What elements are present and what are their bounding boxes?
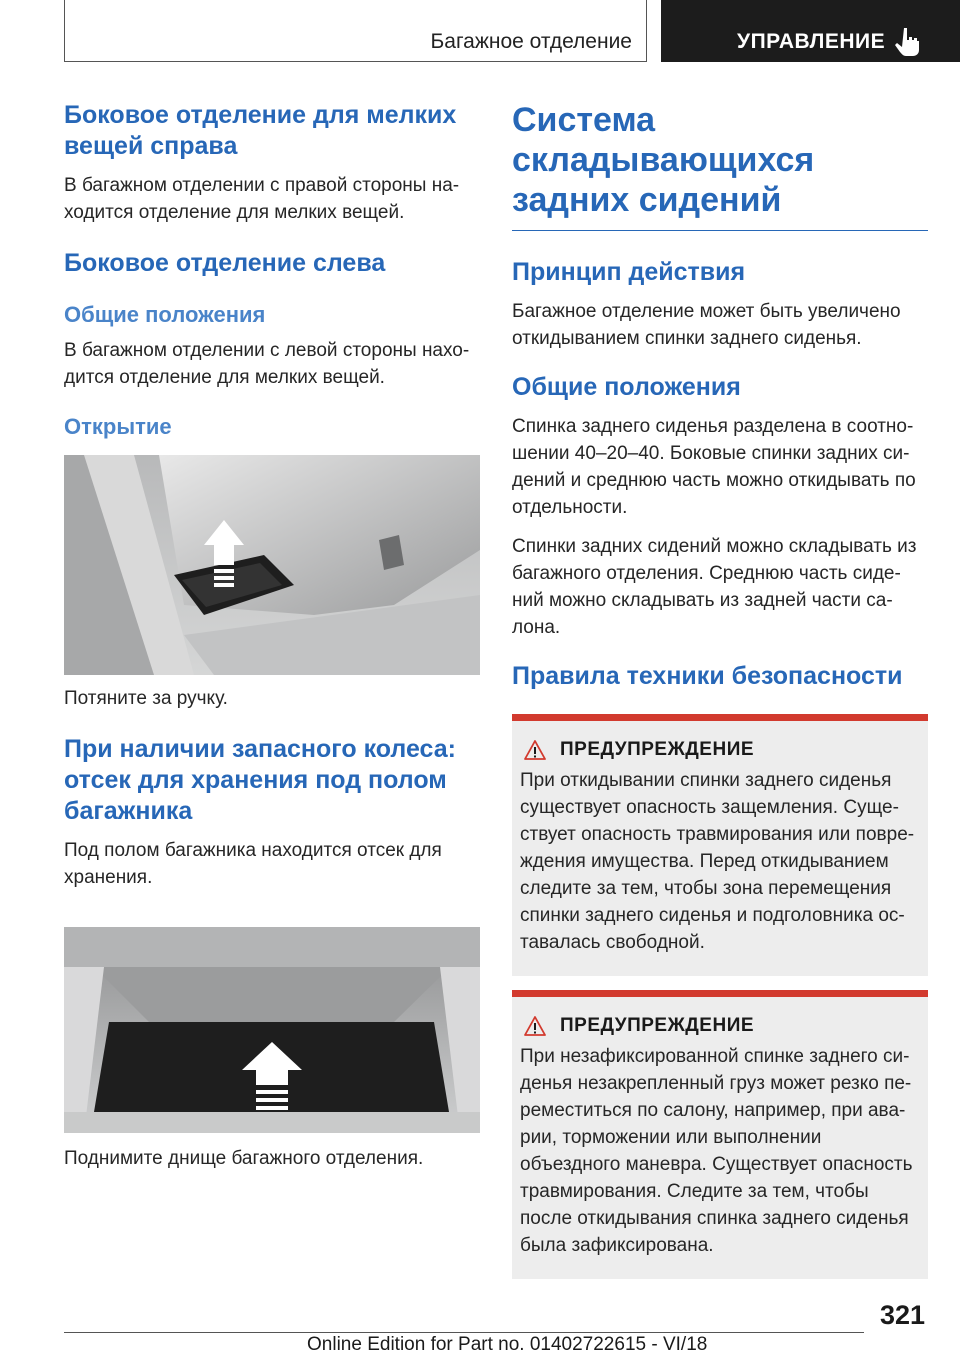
- warning-text-cargo: При незафиксированной спинке заднего си-денья незакрепленный груз может резко пе-реместиться по салону, например, при ава-рии, торможении или выполнении объездного маневра. Существует опасность травмирования. Следите за тем, чтобы после откидывания спинка заднего сиденья была зафиксирована.: [520, 1046, 913, 1256]
- heading-general: Общие положения: [64, 302, 266, 327]
- footer-rule: [64, 1332, 864, 1333]
- paragraph-fold: Спинки задних сидений можно складывать из багажного отделения. Среднюю часть сиде-ний можно складывать из задней части са-лона.: [512, 536, 917, 638]
- section-title: Багажное отделение: [430, 30, 632, 53]
- paragraph-split: Спинка заднего сиденья разделена в соотно-шении 40–20–40. Боковые спинки задних си-дений и среднюю часть можно откидывать по отдельности.: [512, 416, 916, 518]
- warning-title-row: [524, 1015, 920, 1037]
- paragraph-left-compartment: В багажном отделении с левой стороны нахо-дится отделение для мелких вещей.: [64, 340, 470, 388]
- header-chapter-box: [661, 0, 960, 62]
- chapter-heading: Система складывающихся задних сидений: [512, 101, 815, 219]
- warning-title-row: [524, 739, 920, 761]
- left-column: [64, 100, 480, 1172]
- warning-title: ПРЕДУПРЕЖДЕНИЕ: [560, 739, 755, 760]
- paragraph-storage: Под полом багажника находится отсек для хранения.: [64, 840, 442, 888]
- footer-edition: Online Edition for Part no. 01402722615 - VI/18: [307, 1334, 708, 1355]
- heading-opening: Открытие: [64, 414, 172, 439]
- heading-safety: Правила техники безопасности: [512, 662, 903, 690]
- heading-general-right: Общие положения: [512, 373, 741, 401]
- hand-pointer-icon: [895, 26, 921, 56]
- heading-principle: Принцип действия: [512, 258, 746, 286]
- warning-triangle-icon: [524, 1016, 546, 1036]
- warning-box-pinch: [512, 714, 928, 976]
- header-section-box: [64, 0, 647, 62]
- page-number: 321: [880, 1300, 926, 1330]
- trunk-floor-illustration: [64, 927, 480, 1133]
- photo-side-compartment: [64, 455, 480, 675]
- heading-spare-wheel: При наличии запасного колеса: отсек для хранения под полом багажника: [64, 735, 456, 825]
- heading-rule: [512, 230, 928, 231]
- warning-triangle-icon: [524, 740, 546, 760]
- side-compartment-illustration: [64, 455, 480, 675]
- chapter-title: УПРАВЛЕНИЕ: [737, 30, 886, 53]
- warning-box-cargo: [512, 990, 928, 1279]
- paragraph-principle: Багажное отделение может быть увеличено откидыванием спинки заднего сиденья.: [512, 301, 901, 349]
- heading-left-compartment: Боковое отделение слева: [64, 249, 386, 277]
- paragraph-right-compartment: В багажном отделении с правой стороны на-ходится отделение для мелких вещей.: [64, 175, 460, 223]
- warning-title: ПРЕДУПРЕЖДЕНИЕ: [560, 1015, 755, 1036]
- right-column: [512, 100, 928, 1279]
- caption-lift-floor: Поднимите днище багажного отделения.: [64, 1148, 424, 1169]
- warning-text-pinch: При откидывании спинки заднего сиденья существует опасность защемления. Суще-ствует опасность травмирования или повре-ждения имущества. Перед откидыванием следите за тем, чтобы зона перемещения спинки заднего сиденья и подголовника ос-тавалась свободной.: [520, 770, 915, 953]
- caption-pull-handle: Потяните за ручку.: [64, 688, 228, 709]
- photo-trunk-floor: [64, 927, 480, 1133]
- heading-right-compartment: Боковое отделение для мелких вещей справа: [64, 101, 457, 160]
